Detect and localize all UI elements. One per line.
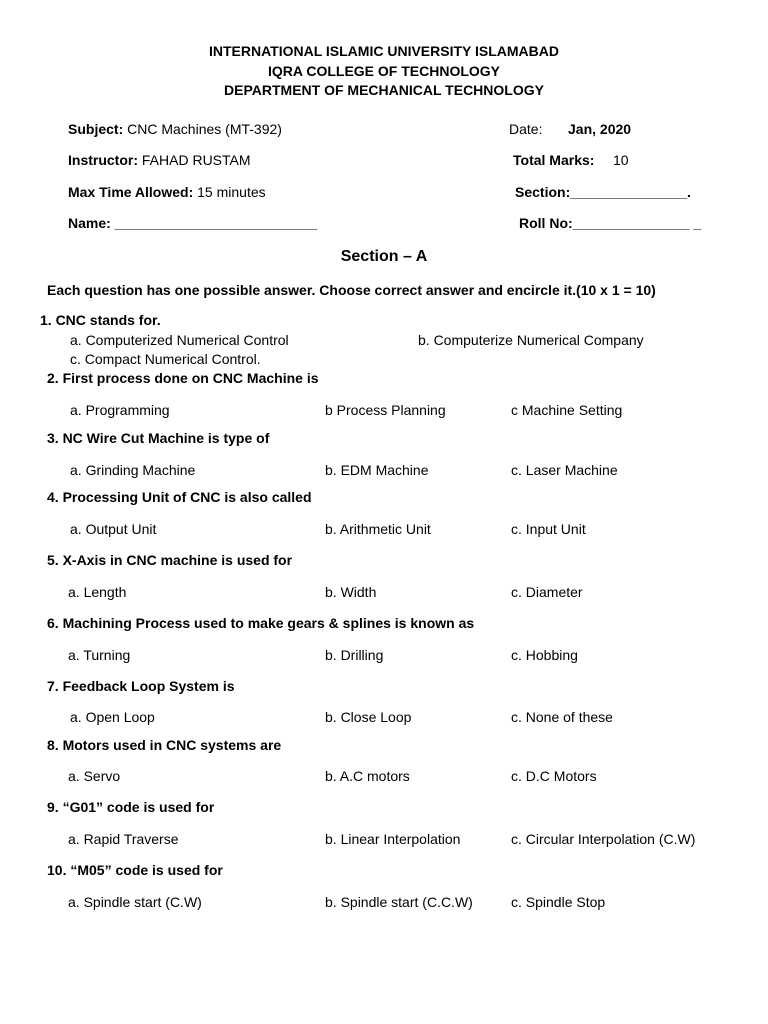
- instructions: Each question has one possible answer. Choose correct answer and encircle it.(10 x 1 = 10): [47, 282, 656, 298]
- q2-option-b: b Process Planning: [325, 402, 446, 418]
- q4-option-c: c. Input Unit: [511, 521, 586, 537]
- q5-option-b: b. Width: [325, 584, 377, 600]
- question-5: 5. X-Axis in CNC machine is used for: [47, 552, 293, 568]
- question-7: 7. Feedback Loop System is: [47, 678, 235, 694]
- department-name: DEPARTMENT OF MECHANICAL TECHNOLOGY: [224, 82, 544, 98]
- q7-option-a: a. Open Loop: [70, 709, 155, 725]
- name-label: Name:: [68, 215, 111, 231]
- date-label: Date:: [509, 121, 543, 137]
- q5-option-a: a. Length: [68, 584, 127, 600]
- section-blank: _______________.: [570, 184, 691, 200]
- college-name: IQRA COLLEGE OF TECHNOLOGY: [267, 63, 501, 79]
- q5-option-c: c. Diameter: [511, 584, 583, 600]
- question-10: 10. “M05” code is used for: [47, 862, 223, 878]
- section-field: [515, 184, 691, 200]
- q8-option-b: b. A.C motors: [325, 768, 410, 784]
- q1-option-c: c. Compact Numerical Control.: [70, 351, 261, 367]
- university-name: INTERNATIONAL ISLAMIC UNIVERSITY ISLAMABAD: [208, 43, 559, 59]
- name-blank: __________________________: [110, 215, 318, 231]
- question-4: 4. Processing Unit of CNC is also called: [47, 489, 312, 505]
- q8-option-c: c. D.C Motors: [511, 768, 597, 784]
- q4-option-a: a. Output Unit: [70, 521, 157, 537]
- section-label: Section:: [515, 184, 571, 200]
- question-1: 1. CNC stands for.: [40, 312, 161, 328]
- q10-option-a: a. Spindle start (C.W): [68, 894, 202, 910]
- q7-option-c: c. None of these: [511, 709, 613, 725]
- q3-option-a: a. Grinding Machine: [70, 462, 196, 478]
- max-time-label: Max Time Allowed:: [68, 184, 194, 200]
- q6-option-c: c. Hobbing: [511, 647, 578, 663]
- total-marks-value: 10: [613, 152, 629, 168]
- section-title: Section – A: [340, 248, 428, 265]
- q8-option-a: a. Servo: [68, 768, 121, 784]
- q10-option-c: c. Spindle Stop: [511, 894, 606, 910]
- subject-label: Subject:: [68, 121, 124, 137]
- q9-option-b: b. Linear Interpolation: [325, 831, 461, 847]
- instructor-value: FAHAD RUSTAM: [138, 152, 251, 168]
- question-6: 6. Machining Process used to make gears & splines is known as: [47, 615, 475, 631]
- question-3: 3. NC Wire Cut Machine is type of: [47, 430, 270, 446]
- q6-option-b: b. Drilling: [325, 647, 384, 663]
- q4-option-b: b. Arithmetic Unit: [325, 521, 431, 537]
- q1-option-b: b. Computerize Numerical Company: [418, 332, 644, 348]
- q2-option-c: c Machine Setting: [511, 402, 623, 418]
- total-marks-label: Total Marks:: [513, 152, 595, 168]
- q10-option-b: b. Spindle start (C.C.W): [325, 894, 473, 910]
- max-time-field: [68, 184, 266, 200]
- date-value: Jan, 2020: [568, 121, 632, 137]
- question-2: 2. First process done on CNC Machine is: [47, 370, 319, 386]
- max-time-value: 15 minutes: [193, 184, 266, 200]
- instructor-field: [68, 152, 251, 168]
- subject-field: [68, 121, 282, 137]
- question-9: 9. “G01” code is used for: [47, 799, 215, 815]
- roll-no-blank: _______________ _: [572, 215, 702, 231]
- name-field: [68, 215, 317, 231]
- q3-option-c: c. Laser Machine: [511, 462, 618, 478]
- q9-option-a: a. Rapid Traverse: [68, 831, 179, 847]
- q3-option-b: b. EDM Machine: [325, 462, 429, 478]
- instructor-label: Instructor:: [68, 152, 138, 168]
- q1-option-a: a. Computerized Numerical Control: [70, 332, 289, 348]
- roll-no-label: Roll No:: [519, 215, 573, 231]
- q7-option-b: b. Close Loop: [325, 709, 412, 725]
- q6-option-a: a. Turning: [68, 647, 131, 663]
- question-8: 8. Motors used in CNC systems are: [47, 737, 282, 753]
- roll-no-field: [519, 215, 701, 231]
- subject-value: CNC Machines (MT-392): [123, 121, 282, 137]
- q9-option-c: c. Circular Interpolation (C.W): [511, 831, 696, 847]
- q2-option-a: a. Programming: [70, 402, 170, 418]
